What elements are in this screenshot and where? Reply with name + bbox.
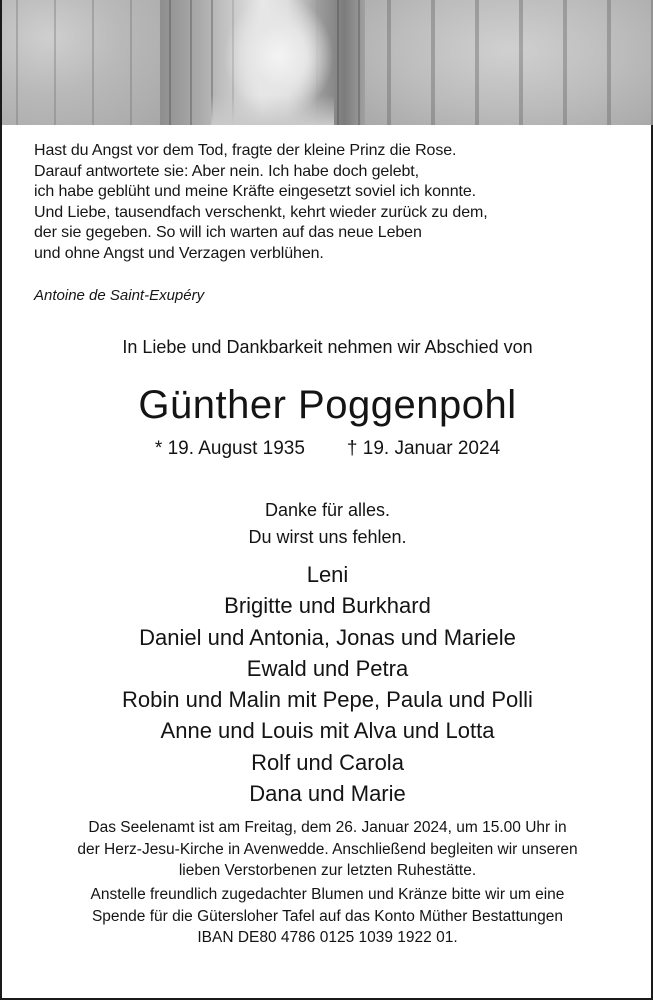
mourner-entry: Rolf und Carola: [251, 749, 404, 775]
mourners-list: [2, 559, 653, 809]
poem-author: Antoine de Saint-Exupéry: [34, 287, 205, 304]
life-dates: [2, 438, 653, 460]
service-line: lieben Verstorbenen zur letzten Ruhestätte.: [178, 862, 477, 879]
farewell-intro: In Liebe und Dankbarkeit nehmen wir Abschied von: [122, 337, 533, 357]
thanks-line: Danke für alles.: [264, 500, 391, 520]
thanks-line: Du wirst uns fehlen.: [248, 527, 407, 547]
mourner-entry: Anne und Louis mit Alva und Lotta: [160, 718, 495, 744]
service-line: Das Seelenamt ist am Freitag, dem 26. Januar 2024, um 15.00 Uhr in: [88, 819, 567, 836]
mourner-entry: Brigitte und Burkhard: [224, 593, 431, 619]
poem-line: ich habe geblüht und meine Kräfte eingesetzt soviel ich konnte.: [34, 183, 476, 200]
poem-line: und ohne Angst und Verzagen verblühen.: [34, 244, 324, 262]
mourner-entry: Dana und Marie: [249, 781, 406, 807]
mourner-entry: Robin und Malin mit Pepe, Paula und Polli: [122, 687, 533, 713]
poem-quote: [34, 141, 488, 264]
forest-panel-right: [365, 0, 653, 125]
donation-line: Spende für die Gütersloher Tafel auf das Konto Müther Bestattungen: [91, 907, 564, 925]
forest-path-panel-center: [160, 0, 365, 125]
mourner-entry: Ewald und Petra: [246, 655, 409, 681]
forest-panel-left: [2, 0, 160, 125]
service-information: [2, 817, 653, 882]
donation-line: Anstelle freundlich zugedachter Blumen und Kränze bitte wir um eine: [90, 886, 565, 903]
mourner-entry: Leni: [306, 562, 349, 587]
poem-line: Und Liebe, tausendfach verschenkt, kehrt wieder zurück zu dem,: [34, 203, 488, 221]
donation-request: [2, 884, 653, 949]
death-date: † 19. Januar 2024: [346, 438, 501, 459]
deceased-name: Günther Poggenpohl: [138, 383, 517, 427]
poem-line: Darauf antwortete sie: Aber nein. Ich habe doch gelebt,: [34, 162, 419, 180]
birth-date: * 19. August 1935: [154, 438, 305, 459]
thanks-message: [2, 497, 653, 551]
mourner-entry: Daniel und Antonia, Jonas und Mariele: [139, 624, 516, 650]
service-line: der Herz-Jesu-Kirche in Avenwedde. Anschließend begleiten wir unseren: [77, 840, 578, 858]
poem-line: der sie gegeben. So will ich warten auf das neue Leben: [34, 224, 422, 241]
iban-line: IBAN DE80 4786 0125 1039 1922 01.: [197, 929, 458, 946]
forest-banner-image: [2, 0, 653, 125]
poem-line: Hast du Angst vor dem Tod, fragte der kleine Prinz die Rose.: [34, 142, 457, 159]
